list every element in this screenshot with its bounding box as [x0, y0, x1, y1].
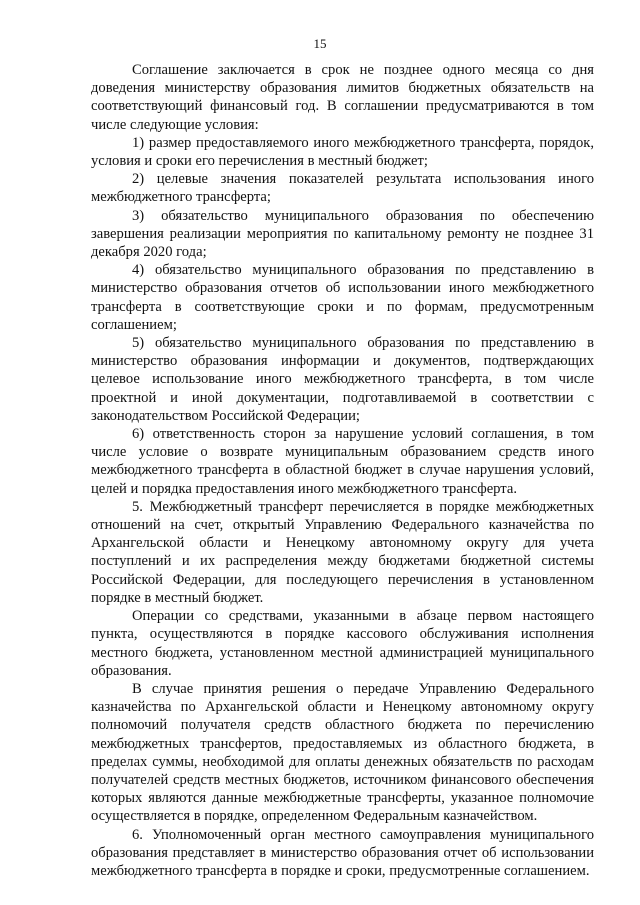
clause-5: 5. Межбюджетный трансферт перечисляется в порядке межбюджетных отношений на счет, открытый Управлению Федерального казначейства по Архангельской области и Ненецкому автономному округу для учета поступлений и их распределения между бюджетами бюджетной системы Российской Федерации, для последующего перечисления в установленном порядке в местный бюджет.	[91, 498, 594, 606]
list-item-4: 4) обязательство муниципального образования по представлению в министерство образования отчетов об использовании иного межбюджетного трансферта в соответствующие сроки и по формам, предусмотренным соглашением;	[91, 262, 594, 333]
document-body	[91, 61, 594, 880]
list-item-3: 3) обязательство муниципального образования по обеспечению завершения реализации мероприятия по капитальному ремонту не позднее 31 декабря 2020 года;	[91, 207, 594, 261]
page-number: 15	[313, 36, 327, 51]
list-item-6: 6) ответственность сторон за нарушение условий соглашения, в том числе условие о возврате муниципальным образованием средств иного межбюджетного трансферта в областной бюджет в случае нарушения условий, целей и порядка предоставления иного межбюджетного трансферта.	[91, 426, 594, 497]
list-item-5: 5) обязательство муниципального образования по представлению в министерство образования информации и документов, подтверждающих целевое использование иного межбюджетного трансферта, в том числе проектной и иной документации, подготавливаемой в соответствии с законодательством Российской Федерации;	[91, 335, 594, 424]
paragraph-operations: Операции со средствами, указанными в абзаце первом настоящего пункта, осуществляются в порядке кассового обслуживания исполнения местного бюджета, установленном местной администрацией муниципального образования.	[91, 608, 594, 679]
list-item-2: 2) целевые значения показателей результата использования иного межбюджетного трансферта;	[91, 171, 594, 206]
paragraph-agreement-terms: Соглашение заключается в срок не позднее одного месяца со дня доведения министерству образования лимитов бюджетных обязательств на соответствующий финансовый год. В соглашении предусматриваются в том числе следующие условия:	[91, 62, 594, 133]
list-item-1: 1) размер предоставляемого иного межбюджетного трансферта, порядок, условия и сроки его перечисления в местный бюджет;	[91, 134, 594, 170]
clause-6: 6. Уполномоченный орган местного самоуправления муниципального образования представляет в министерство образования отчет об использовании межбюджетного трансферта в порядке и сроки, предусмотренные соглашением.	[91, 826, 594, 879]
paragraph-treasury-powers: В случае принятия решения о передаче Управлению Федерального казначейства по Архангельской области и Ненецкому автономному округу полномочий получателя средств областного бюджета по перечислению межбюджетных трансфертов, предоставляемых из областного бюджета, в пределах суммы, необходимой для оплаты денежных обязательств по расходам получателей средств местных бюджетов, источником финансового обеспечения которых являются данные межбюджетные трансферты, указанное полномочие осуществляется в порядке, определенном Федеральным казначейством.	[91, 680, 594, 825]
